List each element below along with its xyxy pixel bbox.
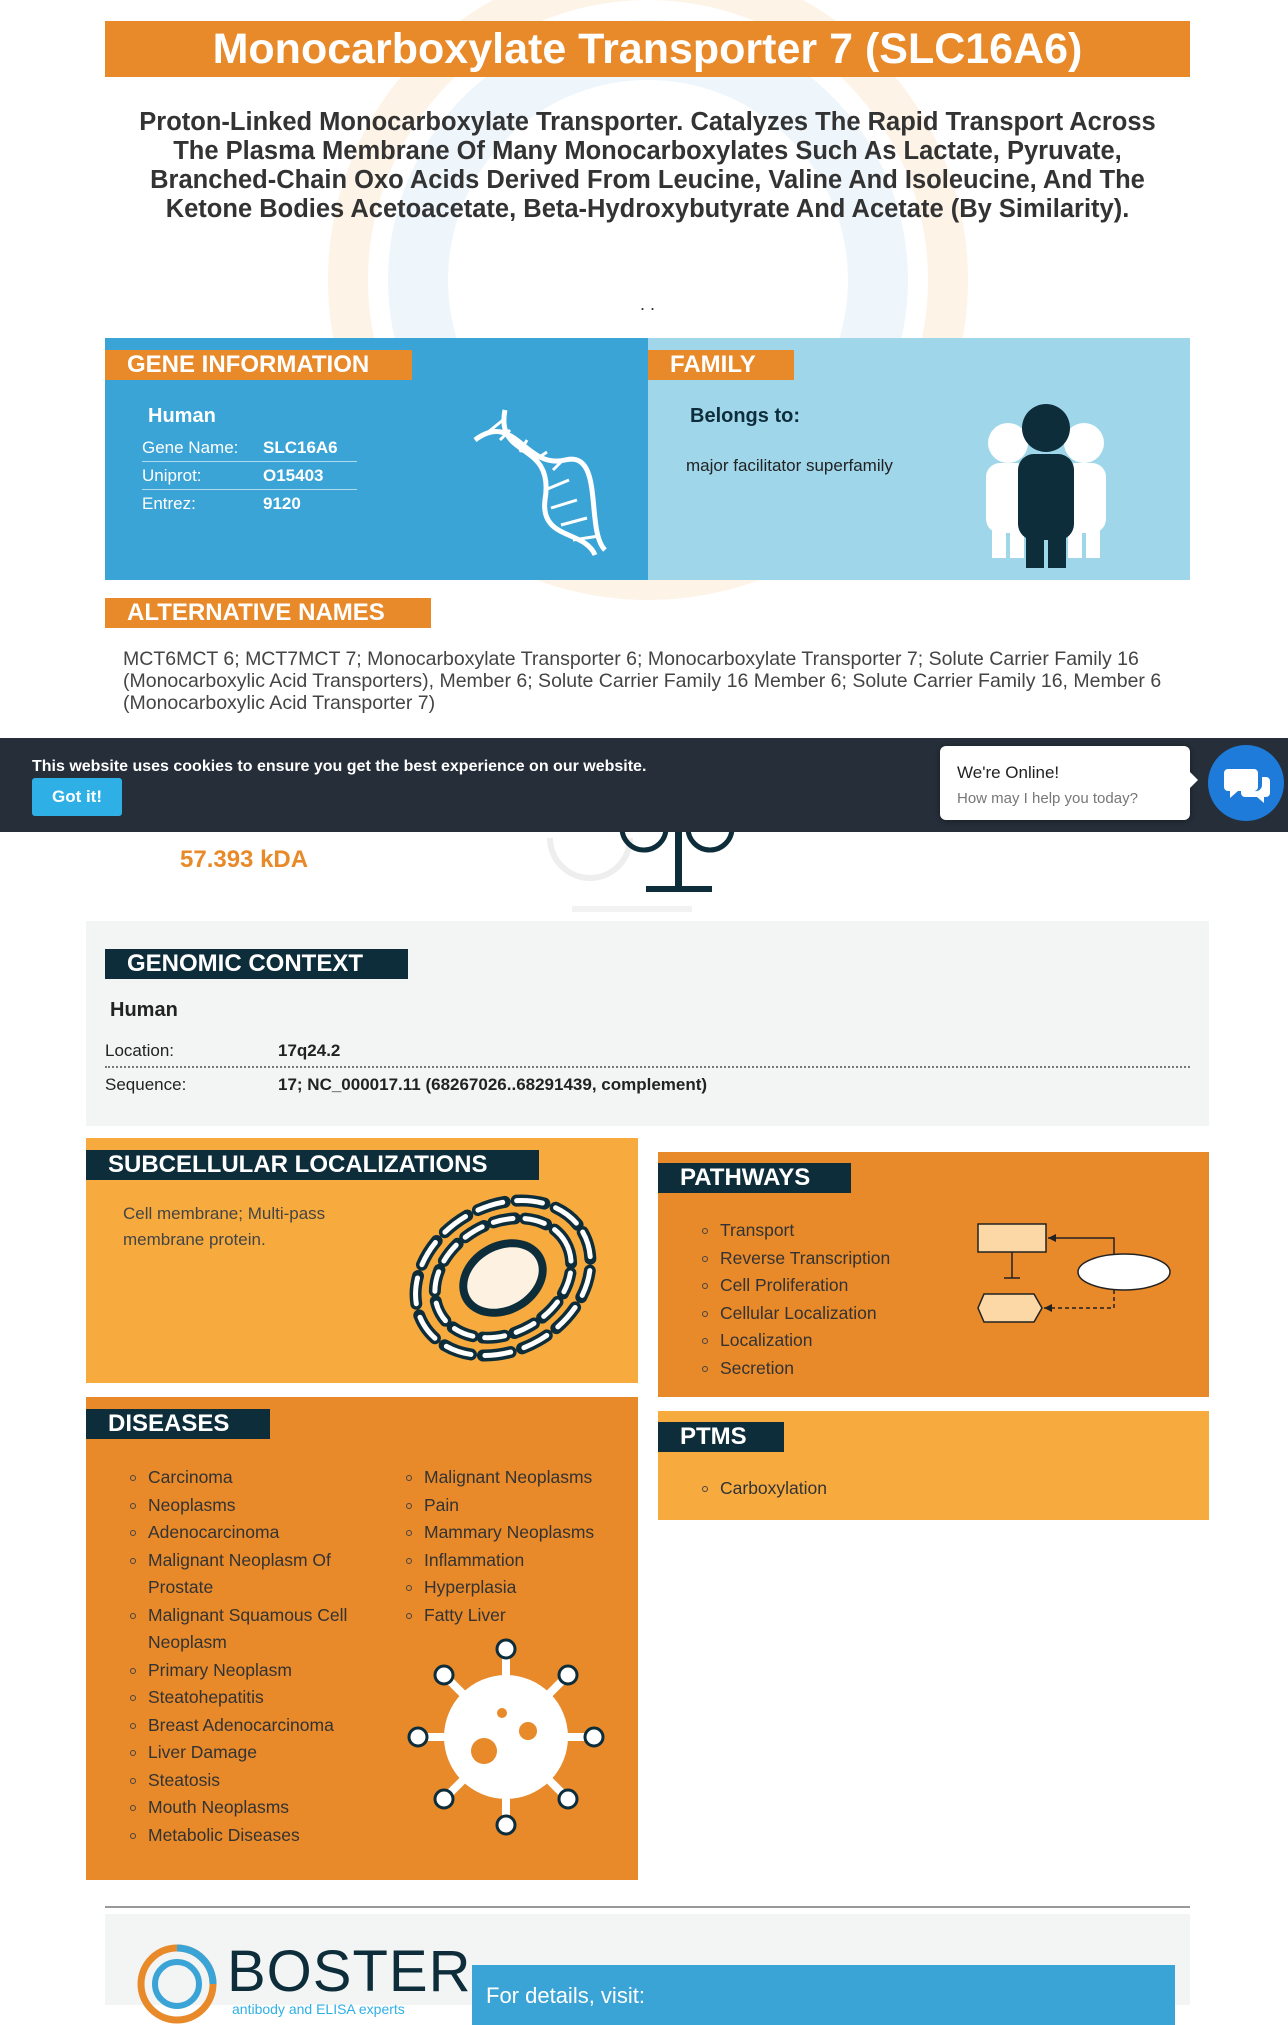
list-item: Carboxylation [700, 1475, 827, 1503]
gene-row-label: Gene Name: [142, 438, 239, 457]
genomic-row-sequence [105, 1068, 1190, 1102]
list-item: Malignant Neoplasm Of Prostate [128, 1547, 358, 1602]
details-banner[interactable] [472, 1965, 1175, 2025]
alternative-names-heading: ALTERNATIVE NAMES [105, 598, 431, 628]
details-text: For details, visit: [486, 1983, 645, 2008]
list-item: Steatohepatitis [128, 1684, 358, 1712]
list-item: Fatty Liver [404, 1602, 634, 1630]
gene-row-label: Entrez: [142, 494, 196, 513]
gene-species: Human [148, 405, 216, 427]
cookie-accept-button[interactable]: Got it! [32, 778, 122, 816]
list-item: Cellular Localization [700, 1300, 890, 1328]
footer [105, 1914, 1190, 2017]
chat-greeting-bubble[interactable] [940, 746, 1190, 820]
list-item: Malignant Neoplasms [404, 1464, 634, 1492]
chat-open-button[interactable] [1208, 745, 1284, 821]
list-item: Metabolic Diseases [128, 1822, 358, 1850]
gene-row-value: SLC16A6 [263, 438, 338, 457]
boster-tagline: antibody and ELISA experts [232, 2001, 405, 2017]
mass-value: 57.393 kDA [180, 846, 309, 873]
subcellular-localizations-panel [86, 1138, 638, 1383]
footer-divider [105, 1906, 1190, 1908]
ptms-heading: PTMS [658, 1422, 784, 1452]
genomic-context-heading: GENOMIC CONTEXT [105, 949, 408, 979]
list-item: Mouth Neoplasms [128, 1794, 358, 1822]
gene-row-name [142, 434, 357, 462]
gene-information-panel [105, 338, 648, 580]
list-item: Liver Damage [128, 1739, 358, 1767]
gene-row-value[interactable]: 9120 [263, 494, 301, 513]
list-item: Malignant Squamous Cell Neoplasm [128, 1602, 358, 1657]
family-value: major facilitator superfamily [686, 456, 893, 475]
diseases-list-col1 [128, 1464, 358, 1849]
genomic-row-value: 17; NC_000017.11 (68267026..68291439, complement) [278, 1075, 708, 1094]
list-item: Reverse Transcription [700, 1245, 890, 1273]
people-icon [966, 398, 1126, 568]
page-title: Monocarboxylate Transporter 7 (SLC16A6) [105, 21, 1190, 77]
scale-icon [540, 828, 760, 918]
chat-subtitle: How may I help you today? [957, 790, 1138, 807]
chat-icon [1208, 745, 1284, 821]
genomic-row-label: Sequence: [105, 1075, 187, 1094]
pathways-list [700, 1217, 890, 1382]
boster-logo-icon [137, 1944, 217, 2024]
genomic-species: Human [110, 999, 178, 1021]
list-item: Localization [700, 1327, 890, 1355]
list-item: Pain [404, 1492, 634, 1520]
gene-information-heading: GENE INFORMATION [105, 350, 412, 380]
list-item: Hyperplasia [404, 1574, 634, 1602]
gene-row-entrez [142, 490, 357, 518]
family-heading: FAMILY [648, 350, 794, 380]
subcellular-heading: SUBCELLULAR LOCALIZATIONS [86, 1150, 539, 1180]
virus-icon [406, 1637, 606, 1837]
list-item: Carcinoma [128, 1464, 358, 1492]
genomic-row-label: Location: [105, 1041, 174, 1060]
diseases-heading: DISEASES [86, 1409, 270, 1439]
list-item: Steatosis [128, 1767, 358, 1795]
list-item: Transport [700, 1217, 890, 1245]
genomic-table [105, 1034, 1190, 1102]
ptms-panel [658, 1411, 1209, 1520]
genomic-row-value: 17q24.2 [278, 1041, 341, 1060]
cookie-message: This website uses cookies to ensure you get the best experience on our website. [32, 758, 647, 775]
diseases-list-col2 [404, 1464, 634, 1629]
gene-row-uniprot [142, 462, 357, 490]
list-item: Adenocarcinoma [128, 1519, 358, 1547]
list-item: Breast Adenocarcinoma [128, 1712, 358, 1740]
gene-row-value[interactable]: O15403 [263, 466, 324, 485]
pathways-heading: PATHWAYS [658, 1163, 851, 1193]
genomic-row-location [105, 1034, 1190, 1068]
pathways-panel [658, 1152, 1209, 1397]
genomic-context-panel [86, 921, 1209, 1126]
chat-title: We're Online! [957, 763, 1060, 782]
gene-info-table [142, 434, 357, 518]
list-item: Secretion [700, 1355, 890, 1383]
list-item: Mammary Neoplasms [404, 1519, 634, 1547]
cell-icon [398, 1178, 608, 1373]
ptms-list [700, 1475, 827, 1503]
flowchart-icon [976, 1222, 1176, 1332]
family-belongs-label: Belongs to: [690, 405, 800, 427]
list-item: Cell Proliferation [700, 1272, 890, 1300]
gene-row-label: Uniprot: [142, 466, 202, 485]
ellipsis-text: . . [640, 294, 656, 314]
subcellular-text: Cell membrane; Multi-pass membrane protein. [123, 1204, 326, 1249]
boster-brand-name: BOSTER [227, 1939, 472, 2004]
list-item: Inflammation [404, 1547, 634, 1575]
list-item: Primary Neoplasm [128, 1657, 358, 1685]
family-panel [648, 338, 1190, 580]
dna-icon [465, 400, 615, 560]
diseases-panel [86, 1397, 638, 1880]
cookie-banner [0, 738, 1288, 832]
list-item: Neoplasms [128, 1492, 358, 1520]
alternative-names-text: MCT6MCT 6; MCT7MCT 7; Monocarboxylate Transporter 6; Monocarboxylate Transporter 7; Solute Carrier Family 16 (Monocarboxylic Acid Transporters), Member 6; Solute Carrier Family 16 Member 6; Solute Carrier Family 16, Member 6 (Monocarboxylic Acid Transporter 7) [123, 648, 1162, 714]
protein-description: Proton-Linked Monocarboxylate Transporter. Catalyzes The Rapid Transport Across The Plasma Membrane Of Many Monocarboxylates Such As Lactate, Pyruvate, Branched-Chain Oxo Acids Derived From Leucine, Valine And Isoleucine, And The Ketone Bodies Acetoacetate, Beta-Hydroxybutyrate And Acetate (By Similarity). [139, 108, 1156, 223]
